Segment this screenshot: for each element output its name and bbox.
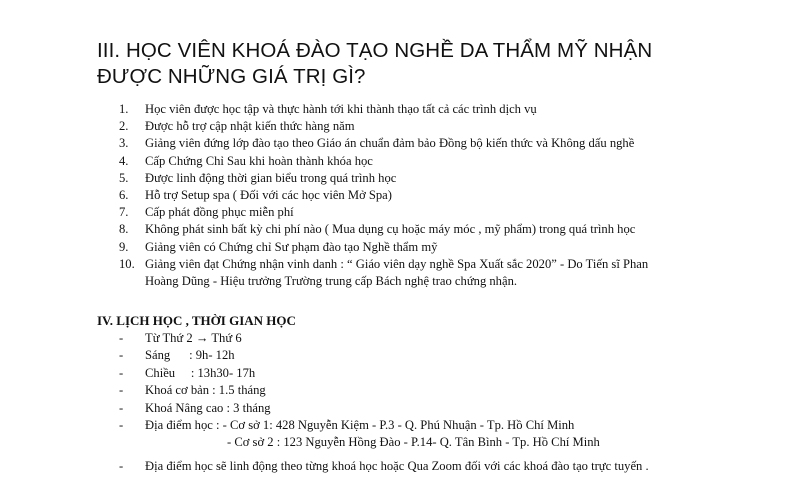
bullet-dash: - [119,331,124,345]
list-number: 1. [119,102,129,116]
list-item [119,382,779,399]
list-text: Được hỗ trợ cập nhật kiến thức hàng năm [145,119,355,134]
list-number: 6. [119,188,129,203]
list-text: Địa điểm học : - Cơ sở 1: 428 Nguyễn Kiệm - P.3 - Q. Phú Nhuận - Tp. Hồ Chí Minh [145,418,575,433]
bullet-dash: - [119,458,124,473]
list-text: Khoá Nâng cao : 3 tháng [145,400,271,415]
list-item [119,101,779,118]
location-continuation: - Cơ sở 2 : 123 Nguyễn Hồng Đào - P.14- Q. Tân Bình - Tp. Hồ Chí Minh [227,435,600,450]
bullet-dash: - [119,365,124,380]
list-number: 8. [119,222,129,237]
list-number: 4. [119,153,129,168]
list-text: Không phát sinh bất kỳ chi phí nào ( Mua dụng cụ hoặc máy móc , mỹ phẩm) trong quá trình học [145,222,636,237]
list-text: Sáng : 9h- 12h [145,348,235,363]
list-text: Được linh động thời gian biểu trong quá trình học [145,170,397,185]
list-number: 7. [119,205,129,220]
list-item [119,256,779,273]
list-item [119,365,779,382]
benefits-list [119,101,779,290]
list-item [119,239,779,256]
list-text: Học viên được học tập và thực hành tới khi thành thạo tất cả các trình dịch vụ [145,102,537,116]
list-text: Giảng viên đứng lớp đào tạo theo Giáo án chuẩn đảm bảo Đồng bộ kiến thức và Không dấu nghề [145,136,635,151]
list-item [119,400,779,417]
list-number: 2. [119,119,129,134]
bullet-dash: - [119,418,124,433]
list-item [119,204,779,221]
list-item [119,330,779,347]
section-heading-iii [97,38,777,90]
heading-line-2: ĐƯỢC NHỮNG GIÁ TRỊ GÌ? [97,65,366,88]
list-item [119,221,779,238]
bullet-dash: - [119,383,124,398]
list-item [119,153,779,170]
list-number: 10. [119,256,135,271]
list-text: Khoá cơ bản : 1.5 tháng [145,383,266,398]
list-number: 5. [119,170,129,185]
section-heading-iv: IV. LỊCH HỌC , THỜI GIAN HỌC [97,313,296,328]
list-text: Giảng viên đạt Chứng nhận vinh danh : “ Giáo viên dạy nghề Spa Xuất sắc 2020” - Do Tiến sĩ Phan [145,256,649,271]
list-item [119,135,779,152]
heading-line-1: III. HỌC VIÊN KHOÁ ĐÀO TẠO NGHỀ DA THẨM MỸ NHẬN [97,39,653,62]
list-text: Cấp Chứng Chỉ Sau khi hoàn thành khóa học [145,153,373,168]
list-text: Cấp phát đồng phục miễn phí [145,205,294,220]
list-text: Chiều : 13h30- 17h [145,365,256,380]
list-text: Từ Thứ 2 → Thứ 6 [145,331,242,345]
list-item-continuation: Hoàng Dũng - Hiệu trưởng Trường trung cấp Bách nghệ trao chứng nhận. [145,274,518,289]
list-item [119,417,779,434]
schedule-list [119,330,779,475]
list-item [119,170,779,187]
list-item [119,347,779,364]
list-text: Giảng viên có Chứng chỉ Sư phạm đào tạo Nghề thẩm mỹ [145,239,438,254]
list-item [119,187,779,204]
list-item [119,458,779,475]
list-number: 9. [119,239,129,254]
list-text: Hỗ trợ Setup spa ( Đối với các học viên Mở Spa) [145,188,392,203]
list-number: 3. [119,136,129,151]
bullet-dash: - [119,400,124,415]
list-text: Địa điểm học sẽ linh động theo từng khoá học hoặc Qua Zoom đối với các khoá đào tạo trực tuyến . [145,458,649,473]
bullet-dash: - [119,348,124,363]
list-item [119,118,779,135]
